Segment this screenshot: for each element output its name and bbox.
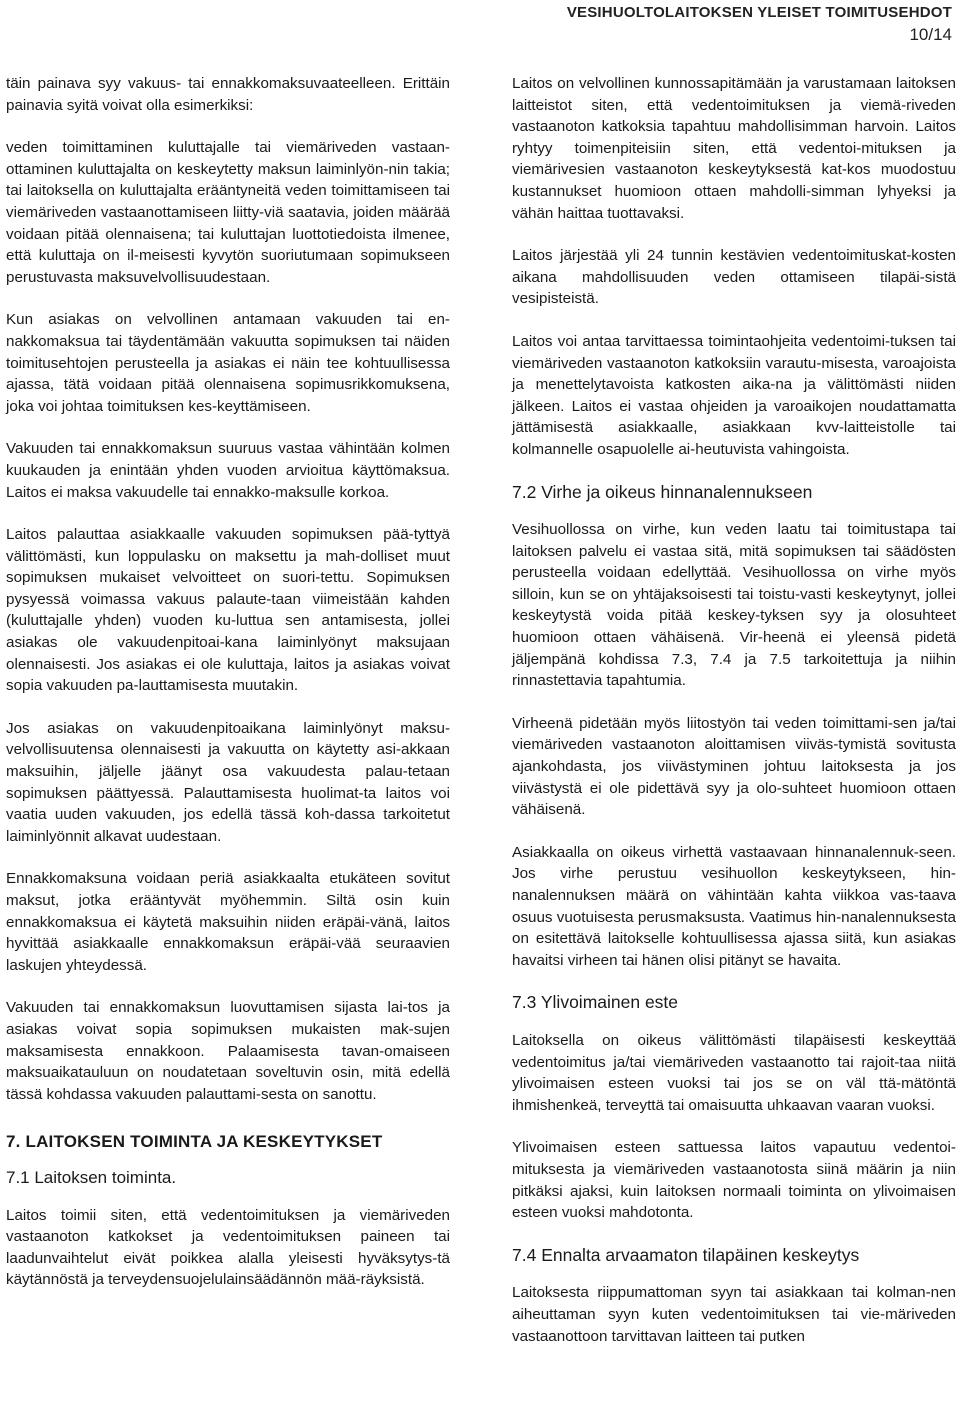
paragraph: Laitos on velvollinen kunnossapitämään ja varustamaan laitoksen laitteistot siten, että vedentoimituksen ja viemä-riveden vastaanoton katkoksia tapahtuu mahdollisimman harvoin. Laitos ryhtyy toimenpiteisiin siten, että vedentoi-mituksen ja viemärivesien vastaanoton keskeytyksestä kat-kos muodostuu kustannukset huomioon ottaen mahdolli-simman lyhyeksi ja vähän haittaa tuottavaksi. — [512, 75, 956, 222]
page-header — [567, 4, 952, 46]
paragraph: veden toimittaminen kuluttajalle tai viemäriveden vastaan-ottaminen kuluttajalta on keskeytetty maksun laiminlyön-nin takia; tai laitoksella on kuluttajalta erääntyneitä veden toimittamiseen tai viemäriveden vastaanottamiseen liitty-viä saatavia, joiden määrää voidaan pitää olennaisena; tai kuluttajan luottotiedoista ilmenee, että kuluttaja on il-meisesti kyvytön suoriutumaan sopimukseen perustuvasta maksuvelvollisuudestaan. — [6, 139, 450, 286]
paragraph: Laitoksesta riippumattoman syyn tai asiakkaan tai kolman-nen aiheuttaman syyn kuten vedentoimituksen tai vie-märiveden vastaanottoon tarvittavan laitteen tai putken — [512, 1284, 956, 1345]
section-heading: 7. LAITOKSEN TOIMINTA JA KESKEYTYKSET — [6, 1132, 383, 1152]
paragraph: Laitos voi antaa tarvittaessa toimintaohjeita vedentoimi-tuksen tai viemäriveden vastaanoton katkoksiin varautu-misesta, varoajoista ja menettelytavoista katkosten aika-na ja välittömästi niiden jälkeen. Laitos ei vastaa ohjeiden ja varoaikojen noudattamatta jättämisestä asiakkaalle, asiakkaan kvv-laitteistolle tai kolmannelle osapuolelle ai-heutuvista vahingoista. — [512, 332, 956, 458]
paragraph: Laitoksella on oikeus välittömästi tilapäisesti keskeyttää vedentoimitus ja/tai viemäriveden vastaanotto tai rajoit-taa niitä ylivoimaisen esteen vuoksi tai jos se on väl ttä-mätöntä ihmishenkeä, terveyttä tai omaisuutta uhkaavan vaaran vuoksi. — [512, 1031, 956, 1114]
paragraph: Jos asiakas on vakuudenpitoaikana laiminlyönyt maksu-velvollisuutensa olennaisesti ja vakuutta on käytetty asi-akkaan maksuihin, jäljelle jäänyt osa vakuudesta palau-tetaan sopimuksen päättyessä. Palauttamisesta huolimat-ta laitos voi vaatia uuden vakuuden, jos edellä tässä koh-dassa tarkoitetut laiminlyönnit alkavat uudestaan. — [6, 719, 450, 845]
subsection-heading: 7.3 Ylivoimainen este — [512, 992, 679, 1013]
paragraph: Ylivoimaisen esteen sattuessa laitos vapautuu vedentoi-mituksesta ja viemäriveden vastaanotosta siinä määrin ja niin pitkäksi ajaksi, kuin laitoksen normaali toiminta on ylivoimaisen esteen vuoksi mahdotonta. — [512, 1139, 956, 1222]
paragraph: täin painava syy vakuus- tai ennakkomaksuvaateelleen. Erittäin painavia syitä voivat olla esimerkiksi: — [6, 75, 450, 114]
document-title: VESIHUOLTOLAITOKSEN YLEISET TOIMITUSEHDOT — [566, 4, 952, 21]
paragraph: Laitos palauttaa asiakkaalle vakuuden sopimuksen pää-tyttyä välittömästi, kun loppulasku on maksettu ja mah-dolliset muut sopimuksen mukaiset velvoitteet on suori-tettu. Sopimuksen pysyessä voimassa vakuus palaute-taan viimeistään kahden (kuluttajalle yhden) vuoden ku-luttua sen antamisesta, jollei asiakas ole vakuudenpitoai-kana laiminlyönyt maksujaan olennaisesti. Jos asiakas ei ole kuluttaja, laitos ja asiakas voivat sopia vakuuden pa-lauttamisesta muutakin. — [6, 526, 450, 695]
paragraph: Laitos toimii siten, että vedentoimituksen ja viemäriveden vastaanoton katkokset ja vedentoimituksen paineen tai laadunvaihtelut eivät poikkea alalla yleisesti hyväksytys-tä käytännöstä ja terveydensuojelulainsäädännön mää-räyksistä. — [6, 1206, 450, 1289]
paragraph: Virheenä pidetään myös liitostyön tai veden toimittami-sen ja/tai viemäriveden vastaanoton aloittamisen viiväs-tymistä sovitusta ajankohdasta, jos viivästyminen johtuu laitoksesta ja jos viivästystä ei ole pidettävä syy ja olo-suhteet huomioon ottaen vähäisenä. — [512, 714, 956, 819]
paragraph: Vakuuden tai ennakkomaksun suuruus vastaa vähintään kolmen kuukauden ja enintään yhden vuoden arvioitua käyttömaksua. Laitos ei maksa vakuudelle tai ennakko-maksulle korkoa. — [6, 440, 450, 501]
paragraph: Asiakkaalla on oikeus virhettä vastaavaan hinnanalennuk-seen. Jos virhe perustuu vesihuollon keskeytykseen, hin-nanalennuksen määrä on vähintään kahta viikkoa vas-taava osuus vuotuisesta perusmaksusta. Vaatimus hin-nanalennuksesta on esitettävä laitokselle kohtuullisessa ajassa siitä, kun asiakas havaitsi virheen tai hänen olisi pitänyt se havaita. — [512, 843, 956, 969]
paragraph: Laitos järjestää yli 24 tunnin kestävien vedentoimituskat-kosten aikana mahdollisuuden veden ottamiseen tilapäi-sistä vesipisteistä. — [512, 247, 956, 308]
paragraph: Vakuuden tai ennakkomaksun luovuttamisen sijasta lai-tos ja asiakas voivat sopia sopimuksen mukaisten mak-sujen maksamisesta ennakkoon. Palaamisesta tavan-omaiseen maksuaikatauluun on noudatetaan soveltuvin osin, mitä edellä tässä kohdassa vakuuden palauttami-sesta on sanottu. — [6, 999, 450, 1103]
paragraph: Vesihuollossa on virhe, kun veden laatu tai toimitustapa tai laitoksen palvelu ei vastaa sitä, mitä sopimuksen tai säädösten perusteella voidaan edellyttää. Vesihuollossa on virhe myös silloin, kun se on yhtäjaksoisesti tai toistu-vasti keskeytynyt, jollei keskeytystä voida pitää keskey-tyksen syy ja olosuhteet huomioon ottaen vähäisenä. Vir-heenä ei yleensä pidetä jäljempänä kohdissa 7.3, 7.4 ja 7.5 tarkoitettuja ja niihin rinnastettavia tapahtumia. — [512, 521, 956, 690]
left-column — [6, 73, 450, 1291]
right-column — [512, 73, 956, 1347]
subsection-heading: 7.4 Ennalta arvaamaton tilapäinen keskeytys — [512, 1244, 860, 1265]
subsection-heading: 7.1 Laitoksen toiminta. — [6, 1167, 177, 1187]
subsection-heading: 7.2 Virhe ja oikeus hinnanalennukseen — [512, 481, 813, 502]
paragraph: Kun asiakas on velvollinen antamaan vakuuden tai en-nakkomaksua tai täydentämään vakuutta sopimuksen tai näiden toimitusehtojen perusteella ja asiakas ei näin tee kohtuullisessa ajassa, tätä voidaan pitää olennaisena sopimusrikkomuksena, joka voi johtaa toimituksen kes-keyttämiseen. — [6, 311, 450, 415]
paragraph: Ennakkomaksuna voidaan periä asiakkaalta etukäteen sovitut maksut, jotka erääntyvät myöhemmin. Siltä osin kuin ennakkomaksua ei käytetä maksuihin niiden eräpäi-vänä, laitos hyvittää asiakkaalle ennakkomaksun eräpäi-vää seuraavien laskujen yhteydessä. — [6, 870, 450, 974]
page-number: 10/14 — [909, 25, 952, 44]
